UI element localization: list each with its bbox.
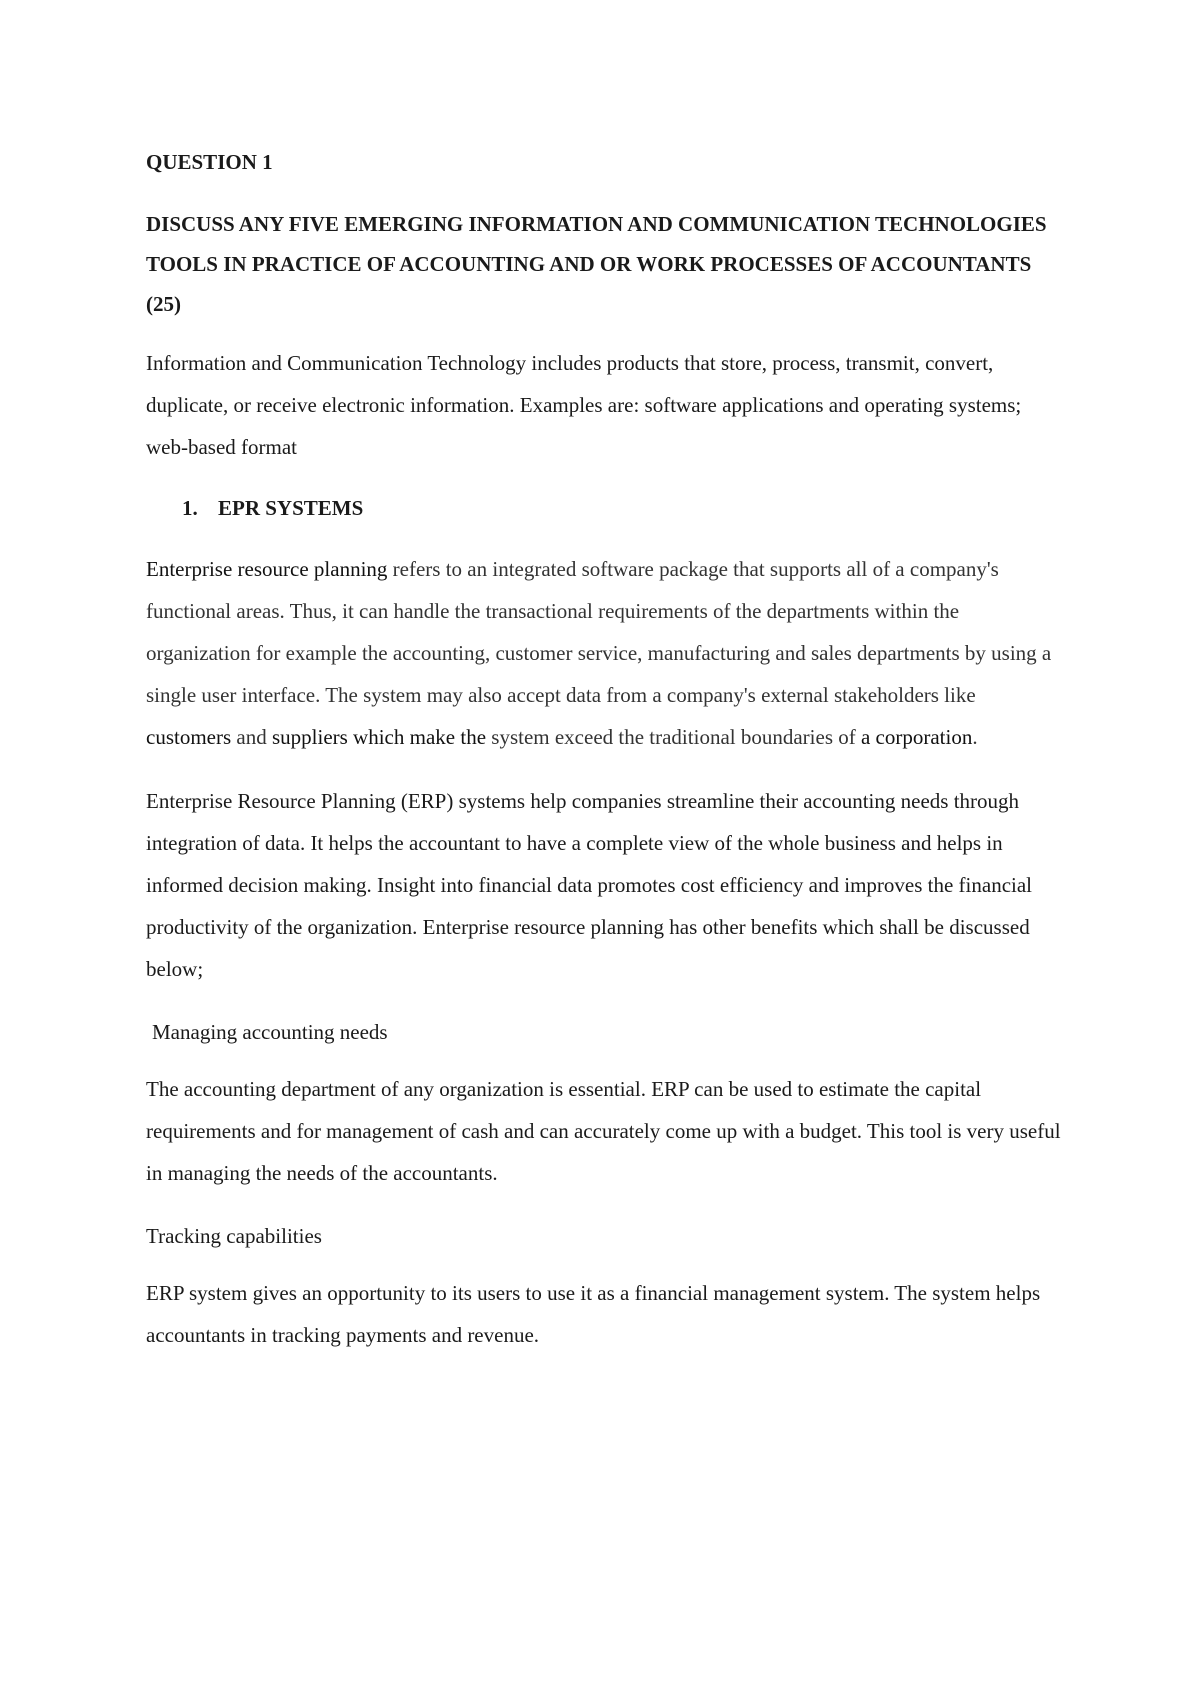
- section-number: 1.: [182, 496, 198, 520]
- section-title: EPR SYSTEMS: [218, 496, 364, 520]
- question-label: QUESTION 1: [146, 150, 273, 174]
- tracking-paragraph: ERP system gives an opportunity to its users to use it as a financial management system. The system helps accountants in tracking payments and revenue.: [146, 1281, 1041, 1347]
- subheading-tracking: Tracking capabilities: [146, 1224, 322, 1248]
- section-heading: [146, 488, 1066, 528]
- document-page: [146, 142, 1066, 1378]
- intro-paragraph: Information and Communication Technology includes products that store, process, transmit, convert, duplicate, or receive electronic information. Examples are: software applications and operating systems; web-based format: [146, 351, 1022, 459]
- erp-term: Enterprise resource planning: [146, 557, 388, 581]
- subheading-managing-accounting: Managing accounting needs: [152, 1020, 388, 1044]
- erp-benefits-paragraph: Enterprise Resource Planning (ERP) systems help companies streamline their accounting needs through integration of data. It helps the accountant to have a complete view of the whole business and helps in informed decision making. Insight into financial data promotes cost efficiency and improves the financial productivity of the organization. Enterprise resource planning has other benefits which shall be discussed below;: [146, 789, 1033, 981]
- erp-definition-paragraph: Enterprise resource planning refers to an integrated software package that supports all of a company's functional areas. Thus, it can handle the transactional requirements of the departments within the organization for example the accounting, customer service, manufacturing and sales departments by using a single user interface. The system may also accept data from a company's external stakeholders like customers and suppliers which make the system exceed the traditional boundaries of a corporation.: [146, 557, 1052, 749]
- managing-accounting-paragraph: The accounting department of any organization is essential. ERP can be used to estimate the capital requirements and for management of cash and can accurately come up with a budget. This tool is very useful in managing the needs of the accountants.: [146, 1077, 1061, 1185]
- question-text: DISCUSS ANY FIVE EMERGING INFORMATION AND COMMUNICATION TECHNOLOGIES TOOLS IN PRACTICE OF ACCOUNTING AND OR WORK PROCESSES OF ACCOUNTANTS (25): [146, 212, 1047, 316]
